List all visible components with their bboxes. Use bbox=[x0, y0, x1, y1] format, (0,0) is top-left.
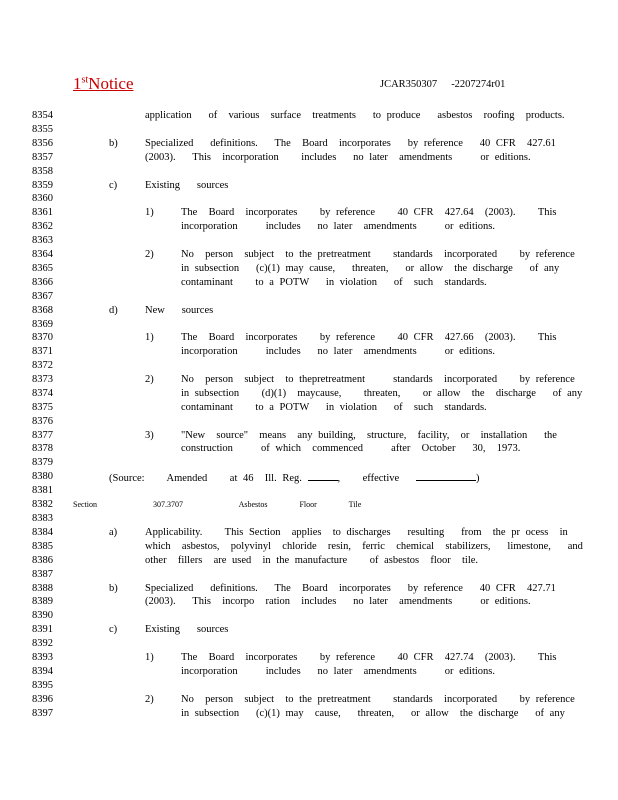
notice-word: Notice bbox=[88, 74, 134, 93]
body-line: The Board incorporates by reference 40 CFR 427.74 (2003). This bbox=[181, 652, 557, 663]
body-line: Specialized definitions. The Board incorporates by reference 40 CFR 427.61 bbox=[145, 138, 556, 149]
body-line: incorporation includes no later amendments or editions. bbox=[181, 221, 496, 232]
line-number: 8357 bbox=[32, 152, 53, 163]
body-line: No person subject to the pretreatment standards incorporated by reference bbox=[181, 694, 575, 705]
line-number: 8392 bbox=[32, 638, 53, 649]
line-number: 8385 bbox=[32, 541, 53, 552]
notice-superscript: st bbox=[81, 74, 89, 86]
body-line: No person subject to the pretreatment standards incorporated by reference bbox=[181, 249, 575, 260]
subsection-title: New sources bbox=[145, 305, 214, 316]
body-line: The Board incorporates by reference 40 CFR 427.64 (2003). This bbox=[181, 207, 557, 218]
body-line: other fillers are used in the manufacture of asbestos floor tile. bbox=[145, 555, 479, 566]
body-line: contaminant to a POTW in violation of such standards. bbox=[181, 402, 487, 413]
subsection-title: Existing sources bbox=[145, 180, 229, 191]
line-number: 8359 bbox=[32, 180, 53, 191]
section-heading bbox=[73, 499, 361, 511]
line-number: 8396 bbox=[32, 694, 53, 705]
item-marker: 1) bbox=[145, 652, 154, 663]
body-line: (2003). This incorpo ration includes no later amendments or editions. bbox=[145, 596, 531, 607]
body-line: construction of which commenced after October 30, 1973. bbox=[181, 443, 521, 454]
line-number: 8365 bbox=[32, 263, 53, 274]
body-line: No person subject to thepretreatment standards incorporated by reference bbox=[181, 374, 575, 385]
line-number: 8379 bbox=[32, 457, 53, 468]
body-line: incorporation includes no later amendments or editions. bbox=[181, 346, 496, 357]
item-marker: 2) bbox=[145, 374, 154, 385]
line-number: 8368 bbox=[32, 305, 53, 316]
document-code bbox=[380, 79, 505, 90]
item-marker: b) bbox=[109, 583, 118, 594]
item-marker: 3) bbox=[145, 430, 154, 441]
item-marker: 1) bbox=[145, 207, 154, 218]
line-number: 8389 bbox=[32, 596, 53, 607]
line-number: 8367 bbox=[32, 291, 53, 302]
line-number: 8390 bbox=[32, 610, 53, 621]
section-word: Section bbox=[73, 500, 97, 509]
line-number: 8370 bbox=[32, 332, 53, 343]
item-marker: b) bbox=[109, 138, 118, 149]
line-number: 8380 bbox=[32, 471, 53, 482]
notice-label bbox=[73, 74, 148, 94]
body-line: (2003). This incorporation includes no later amendments or editions. bbox=[145, 152, 531, 163]
line-number: 8393 bbox=[32, 652, 53, 663]
line-number: 8394 bbox=[32, 666, 53, 677]
notice-ordinal: 1 bbox=[73, 74, 82, 93]
document-code-left: JCAR350307 bbox=[380, 79, 438, 90]
line-number: 8376 bbox=[32, 416, 53, 427]
line-number: 8384 bbox=[32, 527, 53, 538]
line-number: 8363 bbox=[32, 235, 53, 246]
line-number: 8362 bbox=[32, 221, 53, 232]
line-number: 8388 bbox=[32, 583, 53, 594]
line-number: 8381 bbox=[32, 485, 53, 496]
line-number: 8355 bbox=[32, 124, 53, 135]
line-number: 8374 bbox=[32, 388, 53, 399]
item-marker: 2) bbox=[145, 694, 154, 705]
body-line: incorporation includes no later amendments or editions. bbox=[181, 666, 496, 677]
line-number: 8377 bbox=[32, 430, 53, 441]
line-number: 8391 bbox=[32, 624, 53, 635]
source-close: ) bbox=[476, 473, 480, 484]
line-number: 8364 bbox=[32, 249, 53, 260]
line-number: 8366 bbox=[32, 277, 53, 288]
item-marker: 2) bbox=[145, 249, 154, 260]
body-line: in subsection (d)(1) maycause, threaten, or allow the discharge of any bbox=[181, 388, 583, 399]
item-marker: d) bbox=[109, 305, 118, 316]
line-number: 8372 bbox=[32, 360, 53, 371]
line-number: 8375 bbox=[32, 402, 53, 413]
line-number: 8386 bbox=[32, 555, 53, 566]
body-line: which asbestos, polyvinyl chloride resin, ferric chemical stabilizers, limestone, and bbox=[145, 541, 583, 552]
source-lead: (Source: Amended at 46 Ill. Reg. bbox=[109, 473, 302, 484]
register-blank bbox=[308, 471, 338, 481]
source-effective: effective bbox=[362, 473, 400, 484]
line-number: 8358 bbox=[32, 166, 53, 177]
section-number: 307.3707 bbox=[153, 500, 183, 509]
line-number: 8387 bbox=[32, 569, 53, 580]
line-number: 8383 bbox=[32, 513, 53, 524]
body-line: contaminant to a POTW in violation of such standards. bbox=[181, 277, 487, 288]
line-number: 8360 bbox=[32, 193, 53, 204]
line-number: 8354 bbox=[32, 110, 53, 121]
line-number: 8373 bbox=[32, 374, 53, 385]
item-marker: c) bbox=[109, 180, 118, 191]
body-line: application of various surface treatments to produce asbestos roofing products. bbox=[145, 110, 565, 121]
body-line: in subsection (c)(1) may cause, threaten, or allow the discharge of any bbox=[181, 263, 560, 274]
line-number: 8378 bbox=[32, 443, 53, 454]
item-marker: 1) bbox=[145, 332, 154, 343]
source-note: (Source: Amended at 46 Ill. Reg. , effective ) bbox=[109, 473, 480, 484]
body-line: Applicability. This Section applies to discharges resulting from the pr ocess in bbox=[145, 527, 568, 538]
line-number: 8371 bbox=[32, 346, 53, 357]
section-title: Asbestos Floor Tile bbox=[238, 500, 362, 509]
line-number: 8395 bbox=[32, 680, 53, 691]
line-number: 8397 bbox=[32, 708, 53, 719]
line-number: 8369 bbox=[32, 319, 53, 330]
body-line: The Board incorporates by reference 40 CFR 427.66 (2003). This bbox=[181, 332, 557, 343]
subsection-title: Existing sources bbox=[145, 624, 229, 635]
item-marker: a) bbox=[109, 527, 118, 538]
body-line: "New source" means any building, structure, facility, or installation the bbox=[181, 430, 557, 441]
line-number: 8382 bbox=[32, 499, 53, 510]
line-number: 8361 bbox=[32, 207, 53, 218]
effective-date-blank bbox=[416, 471, 476, 481]
line-number: 8356 bbox=[32, 138, 53, 149]
item-marker: c) bbox=[109, 624, 118, 635]
document-code-right: -2207274r01 bbox=[451, 79, 506, 90]
body-line: Specialized definitions. The Board incorporates by reference 40 CFR 427.71 bbox=[145, 583, 556, 594]
body-line: in subsection (c)(1) may cause, threaten, or allow the discharge of any bbox=[181, 708, 565, 719]
